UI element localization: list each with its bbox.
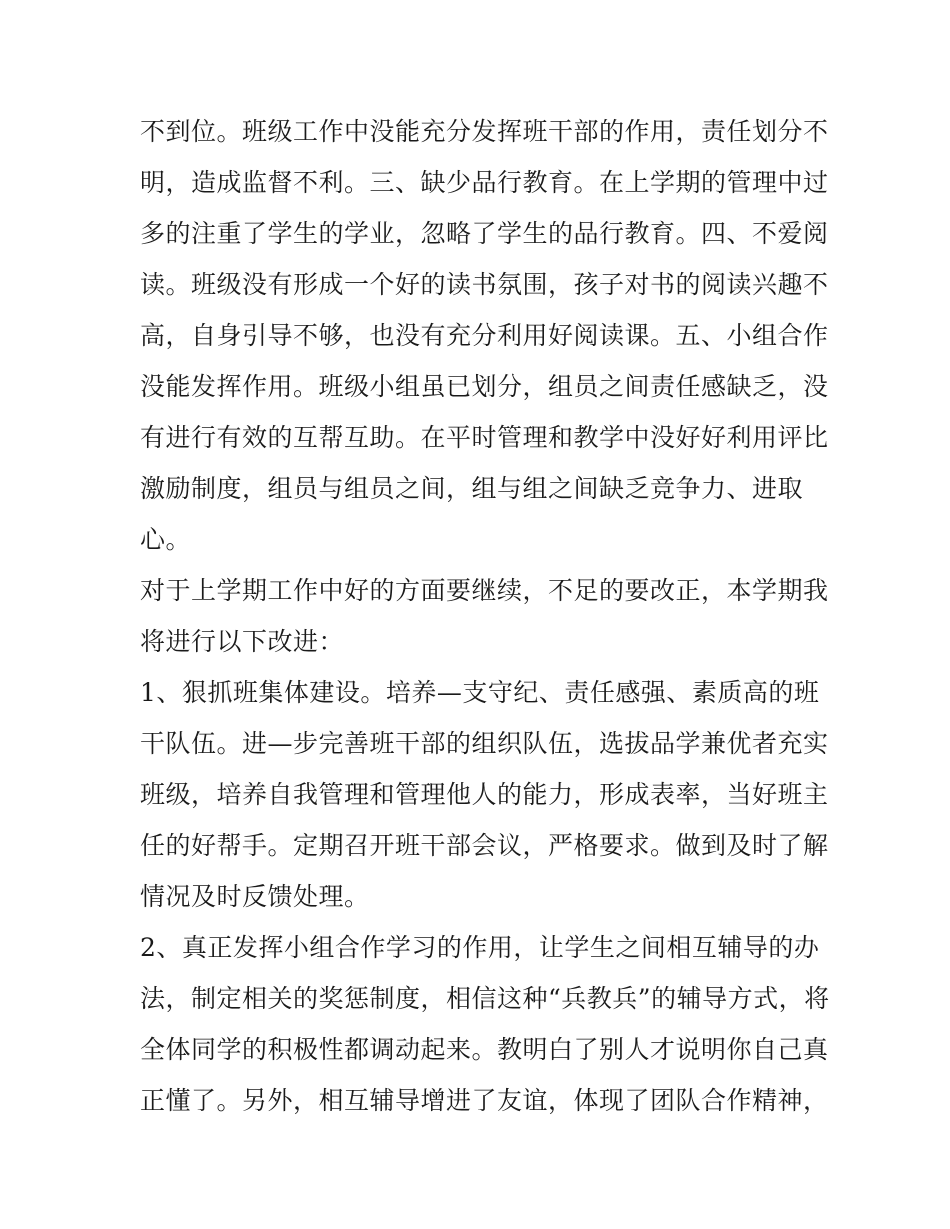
text-line: 不到位。班级工作中没能充分发挥班干部的作用，责任划分不 <box>140 117 829 146</box>
text-line: 法，制定相关的奖惩制度，相信这种“兵教兵”的辅导方式，将 <box>140 984 830 1013</box>
paragraph-item-2 <box>140 922 830 1126</box>
text-line: 班级，培养自我管理和管理他人的能力，形成表率，当好班主 <box>140 780 829 809</box>
text-line: 没能发挥作用。班级小组虽已划分，组员之间责任感缺乏，没 <box>140 372 829 401</box>
text-line: 激励制度，组员与组员之间，组与组之间缺乏竞争力、进取 <box>140 474 804 503</box>
text-line: 明，造成监督不利。三、缺少品行教育。在上学期的管理中过 <box>140 168 829 197</box>
text-line: 读。班级没有形成一个好的读书氛围，孩子对书的阅读兴趣不 <box>140 270 829 299</box>
paragraph-intro-improvements <box>140 565 829 667</box>
paragraph-item-1 <box>140 667 829 922</box>
text-line: 干队伍。进—步完善班干部的组织队伍，选拔品学兼优者充实 <box>140 729 829 758</box>
text-line: 将进行以下改进： <box>140 627 345 656</box>
paragraph-problems <box>140 106 829 565</box>
document-body <box>140 106 830 1126</box>
text-line: 多的注重了学生的学业，忽略了学生的品行教育。四、不爱阅 <box>140 219 829 248</box>
text-line: 有进行有效的互帮互助。在平时管理和教学中没好好利用评比 <box>140 423 829 452</box>
text-line: 2、真正发挥小组合作学习的作用，让学生之间相互辅导的办 <box>140 933 820 962</box>
text-line: 情况及时反馈处理。 <box>140 882 370 911</box>
text-line: 正懂了。另外，相互辅导增进了友谊，体现了团队合作精神， <box>140 1086 829 1115</box>
text-line: 心。 <box>140 525 192 554</box>
text-line: 全体同学的积极性都调动起来。教明白了别人才说明你自己真 <box>140 1035 829 1064</box>
text-line: 高，自身引导不够，也没有充分利用好阅读课。五、小组合作 <box>140 321 829 350</box>
text-line: 任的好帮手。定期召开班干部会议，严格要求。做到及时了解 <box>140 831 829 860</box>
text-line: 对于上学期工作中好的方面要继续，不足的要改正，本学期我 <box>140 576 829 605</box>
text-line: 1、狠抓班集体建设。培养—支守纪、责任感强、素质高的班 <box>140 678 820 707</box>
